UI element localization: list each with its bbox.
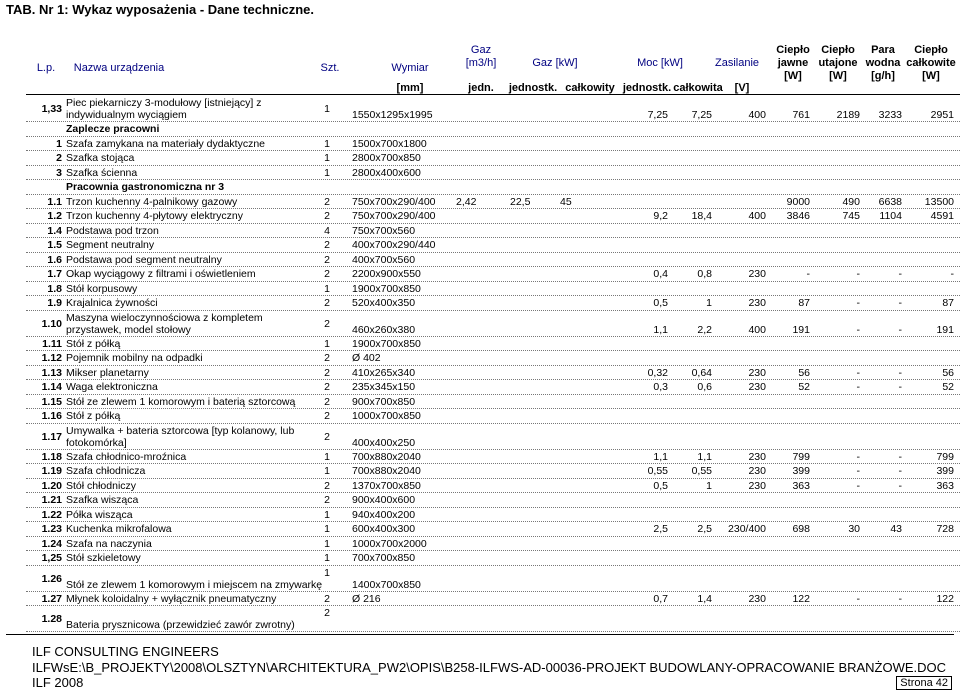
header-gas-m3-unit: [m3/h] — [465, 57, 497, 69]
cell-h1: 363 — [792, 479, 810, 492]
cell-v: 230 — [748, 465, 766, 477]
cell-st: 1104 — [879, 210, 902, 222]
cell-name: Okap wyciągowy z filtrami i oświetleniem — [66, 268, 256, 280]
cell-v: 230 — [748, 479, 766, 492]
cell-dim: 400x400x250 — [352, 436, 416, 449]
cell-ht: 399 — [936, 465, 954, 477]
cell-name: Szafka ścienna — [66, 166, 138, 179]
cell-v: 230/400 — [728, 523, 766, 535]
cell-p1: 9,2 — [653, 210, 668, 222]
cell-name: Maszyna wieloczynnościowa z kompletem — [66, 311, 263, 324]
cell-h2: - — [856, 450, 860, 463]
cell-qty: 1 — [324, 152, 330, 164]
cell-h1: 698 — [792, 523, 810, 535]
table-row — [0, 395, 960, 410]
cell-qty: 1 — [324, 537, 330, 550]
cell-lp: 1.15 — [41, 395, 62, 408]
cell-name: Bateria prysznicowa (przewidzieć zawór zwrotny) — [66, 619, 295, 631]
cell-dim: 1500x700x1800 — [352, 137, 427, 150]
cell-dim: 2800x700x850 — [352, 152, 421, 164]
table-row — [0, 209, 960, 224]
header-heat-latent-unit: [W] — [829, 70, 847, 82]
cell-qty: 2 — [324, 381, 330, 393]
footer-company: ILF CONSULTING ENGINEERS — [32, 644, 219, 659]
table-row — [0, 522, 960, 537]
cell-lp: 1.7 — [47, 268, 62, 280]
header-heat-obvious-unit: [W] — [784, 70, 802, 82]
table-row — [0, 409, 960, 424]
cell-qty: 2 — [324, 239, 330, 251]
cell-p1: 0,4 — [653, 268, 668, 280]
cell-lp: 2 — [56, 152, 62, 164]
cell-dim: 410x265x340 — [352, 366, 416, 379]
footer-divider — [6, 634, 954, 635]
cell-name: Szafa na naczynia — [66, 537, 152, 550]
cell-st: - — [898, 323, 902, 336]
header-gas-kw-sub1: jednostk. — [508, 82, 558, 94]
cell-p2: 1 — [706, 297, 712, 309]
cell-p1: 0,3 — [653, 381, 668, 393]
cell-name: Segment neutralny — [66, 239, 155, 251]
cell-dim: Ø 216 — [352, 592, 381, 605]
cell-h1: - — [806, 268, 810, 280]
cell-ht: 728 — [936, 523, 954, 535]
table-row — [0, 296, 960, 311]
cell-name: Szafka wisząca — [66, 494, 139, 506]
section-row — [0, 180, 960, 195]
cell-qty: 2 — [324, 607, 330, 619]
cell-lp: 1.17 — [41, 430, 62, 443]
header-power-sub1: jednostk. — [622, 82, 672, 94]
cell-name: Pojemnik mobilny na odpadki — [66, 352, 203, 364]
cell-h2: - — [856, 479, 860, 492]
table-row — [0, 424, 960, 450]
row-separator — [26, 631, 960, 632]
cell-qty: 1 — [324, 166, 330, 179]
cell-p1: 0,55 — [647, 465, 668, 477]
header-steam-unit: [g/h] — [871, 70, 895, 82]
table-row — [0, 238, 960, 253]
cell-p1: 7,25 — [647, 109, 668, 121]
cell-v: 230 — [748, 297, 766, 309]
header-power: Moc [kW] — [637, 57, 683, 69]
equipment-table — [0, 38, 960, 631]
cell-st: - — [898, 381, 902, 393]
cell-name: Stół ze zlewem 1 komorowym i miejscem na zmywarkę — [66, 578, 323, 591]
cell-qty: 1 — [324, 450, 330, 463]
cell-name: Trzon kuchenny 4-palnikowy gazowy — [66, 195, 238, 208]
cell-ht: - — [950, 268, 954, 280]
cell-qty: 2 — [324, 268, 330, 280]
header-lp: L.p. — [36, 62, 56, 74]
page-number: Strona 42 — [896, 676, 952, 690]
cell-name: Szafa chłodnico-mroźnica — [66, 450, 187, 463]
cell-p1: 0,7 — [653, 592, 668, 605]
cell-ht: 87 — [942, 297, 954, 309]
cell-g1: 2,42 — [456, 195, 477, 208]
cell-dim: 2200x900x550 — [352, 268, 421, 280]
table-row — [0, 508, 960, 523]
cell-p1: 0,5 — [653, 479, 668, 492]
cell-name: Umywalka + bateria sztorcowa [typ kolanowy, lub — [66, 424, 295, 437]
cell-p1: 2,5 — [653, 523, 668, 535]
cell-dim: 600x400x300 — [352, 523, 416, 535]
cell-qty: 2 — [324, 479, 330, 492]
cell-lp: 1,25 — [41, 552, 62, 564]
table-row — [0, 351, 960, 366]
cell-lp: 1.24 — [41, 537, 62, 550]
table-row — [0, 151, 960, 166]
header-gas-m3-sub: jedn. — [468, 82, 494, 94]
table-row — [0, 537, 960, 552]
header-dim: Wymiar — [391, 62, 429, 74]
cell-lp: 1.28 — [41, 613, 62, 625]
cell-lp: 1.20 — [41, 479, 62, 492]
cell-dim: 460x260x380 — [352, 323, 416, 336]
cell-dim: 1900x700x850 — [352, 337, 421, 350]
table-row — [0, 366, 960, 381]
cell-p2: 2,2 — [697, 323, 712, 336]
header-divider — [26, 94, 960, 95]
cell-v: 230 — [748, 268, 766, 280]
cell-lp: 1.27 — [41, 592, 62, 605]
cell-v: 230 — [748, 366, 766, 379]
cell-ht: 52 — [942, 381, 954, 393]
cell-lp: 1,33 — [41, 103, 62, 115]
table-row — [0, 166, 960, 181]
cell-lp: 1.10 — [41, 317, 62, 330]
cell-qty: 2 — [324, 210, 330, 222]
cell-name: Trzon kuchenny 4-płytowy elektryczny — [66, 210, 244, 222]
cell-h2: - — [856, 268, 860, 280]
cell-name: Szafa zamykana na materiały dydaktyczne — [66, 137, 266, 150]
cell-lp: 1 — [56, 137, 62, 150]
cell-lp: 1.26 — [41, 572, 62, 585]
cell-dim: 750x700x290/400 — [352, 195, 436, 208]
cell-qty: 2 — [324, 366, 330, 379]
cell-qty: 1 — [324, 552, 330, 564]
cell-g3: 45 — [560, 195, 572, 208]
cell-qty: 2 — [324, 430, 330, 443]
cell-p2: 0,6 — [697, 381, 712, 393]
cell-lp: 1.18 — [41, 450, 62, 463]
cell-dim: Ø 402 — [352, 352, 381, 364]
cell-dim: 235x345x150 — [352, 381, 416, 393]
cell-dim: 1370x700x850 — [352, 479, 421, 492]
cell-ht: 363 — [936, 479, 954, 492]
cell-qty: 1 — [324, 137, 330, 150]
cell-p2: 0,55 — [691, 465, 712, 477]
cell-lp: 1.23 — [41, 523, 62, 535]
cell-ht: 4591 — [930, 210, 954, 222]
cell-st: - — [898, 592, 902, 605]
cell-name: Półka wisząca — [66, 508, 133, 521]
table-row — [0, 195, 960, 210]
cell-p1: 0,5 — [653, 297, 668, 309]
header-gas-kw: Gaz [kW] — [532, 57, 578, 69]
cell-dim: 400x700x560 — [352, 253, 416, 266]
table-row — [0, 267, 960, 282]
table-row — [0, 592, 960, 607]
cell-h2: 490 — [842, 195, 860, 208]
cell-dim: 750x700x290/400 — [352, 210, 436, 222]
header-dim-unit: [mm] — [396, 82, 424, 94]
cell-v: 230 — [748, 381, 766, 393]
cell-h2: - — [856, 381, 860, 393]
cell-name: Waga elektroniczna — [66, 381, 158, 393]
table-row — [0, 479, 960, 494]
cell-p2: 1,4 — [697, 592, 712, 605]
header-heat-latent: Ciepło utajone — [818, 44, 858, 69]
cell-ht: 2951 — [930, 109, 954, 121]
cell-lp: 1.5 — [47, 239, 62, 251]
table-row — [0, 551, 960, 566]
cell-qty: 1 — [324, 103, 330, 115]
cell-lp: 1.21 — [41, 494, 62, 506]
header-heat-obvious: Ciepło jawne — [776, 44, 810, 69]
cell-lp: 1.4 — [47, 224, 62, 237]
header-gas-m3: Gaz — [470, 44, 492, 56]
cell-name: Mikser planetarny — [66, 366, 149, 379]
cell-st: - — [898, 479, 902, 492]
cell-h2: - — [856, 323, 860, 336]
cell-dim: 1000x700x850 — [352, 410, 421, 422]
cell-dim: 900x400x600 — [352, 494, 416, 506]
header-supply: Zasilanie — [714, 57, 760, 69]
cell-lp: 1.14 — [41, 381, 62, 393]
cell-h1: 56 — [798, 366, 810, 379]
cell-ht: 122 — [936, 592, 954, 605]
cell-lp: 1.16 — [41, 410, 62, 422]
cell-name: Młynek koloidalny + wyłącznik pneumatyczny — [66, 592, 277, 605]
cell-qty: 1 — [324, 523, 330, 535]
table-row — [0, 311, 960, 337]
cell-h2: 745 — [842, 210, 860, 222]
cell-qty: 2 — [324, 352, 330, 364]
cell-qty: 1 — [324, 508, 330, 521]
table-row — [0, 282, 960, 297]
header-steam: Para wodna — [865, 44, 901, 69]
cell-lp: 1.1 — [47, 195, 62, 208]
table-row — [0, 380, 960, 395]
cell-v: 400 — [748, 109, 766, 121]
cell-qty: 2 — [324, 297, 330, 309]
cell-ht: 191 — [936, 323, 954, 336]
cell-p2: 7,25 — [691, 109, 712, 121]
cell-name: Pracownia gastronomiczna nr 3 — [66, 181, 225, 193]
cell-name-line2: przystawek, model stołowy — [66, 323, 191, 336]
cell-dim: 700x880x2040 — [352, 450, 421, 463]
table-row — [0, 253, 960, 268]
header-qty: Szt. — [320, 62, 340, 74]
cell-qty: 2 — [324, 494, 330, 506]
cell-name: Szafka stojąca — [66, 152, 135, 164]
cell-h2: 30 — [848, 523, 860, 535]
cell-name: Stół z półką — [66, 337, 121, 350]
cell-p1: 1,1 — [653, 450, 668, 463]
cell-st: - — [898, 465, 902, 477]
table-row — [0, 450, 960, 465]
cell-name: Szafa chłodnicza — [66, 465, 146, 477]
cell-name: Piec piekarniczy 3-modułowy [istniejący] z — [66, 97, 262, 109]
table-row — [0, 606, 960, 632]
cell-qty: 2 — [324, 195, 330, 208]
cell-st: - — [898, 297, 902, 309]
cell-qty: 4 — [324, 224, 330, 237]
cell-dim: 1900x700x850 — [352, 282, 421, 295]
cell-lp: 1.11 — [42, 337, 62, 350]
header-name: Nazwa urządzenia — [73, 62, 165, 74]
cell-qty: 2 — [324, 592, 330, 605]
cell-h1: 122 — [792, 592, 810, 605]
cell-qty: 1 — [324, 337, 330, 350]
table-row — [0, 493, 960, 508]
cell-name: Podstawa pod segment neutralny — [66, 253, 222, 266]
cell-p1: 1,1 — [653, 323, 668, 336]
cell-qty: 2 — [324, 253, 330, 266]
cell-name: Kuchenka mikrofalowa — [66, 523, 172, 535]
page-title: TAB. Nr 1: Wykaz wyposażenia - Dane techniczne. — [6, 2, 314, 17]
cell-ht: 13500 — [924, 195, 954, 208]
cell-name-line2: fotokomórka] — [66, 436, 127, 449]
cell-qty: 1 — [324, 282, 330, 295]
cell-h2: - — [856, 297, 860, 309]
cell-dim: 1000x700x2000 — [352, 537, 427, 550]
cell-h1: 761 — [792, 109, 810, 121]
cell-v: 230 — [748, 450, 766, 463]
cell-v: 400 — [748, 323, 766, 336]
cell-name: Stół szkieletowy — [66, 552, 141, 564]
cell-lp: 3 — [56, 166, 62, 179]
cell-lp: 1.9 — [47, 297, 62, 309]
header-heat-total: Ciepło całkowite — [906, 44, 956, 69]
table-row — [0, 224, 960, 239]
cell-h1: 3846 — [786, 210, 810, 222]
cell-lp: 1.13 — [41, 366, 62, 379]
cell-p2: 1,1 — [697, 450, 712, 463]
header-supply-unit: [V] — [734, 82, 750, 94]
cell-v: 400 — [748, 210, 766, 222]
cell-st: - — [898, 268, 902, 280]
cell-st: 43 — [890, 523, 902, 535]
cell-qty: 2 — [324, 395, 330, 408]
cell-qty: 1 — [324, 566, 330, 579]
cell-h1: 799 — [792, 450, 810, 463]
cell-dim: 520x400x350 — [352, 297, 416, 309]
cell-name: Krajalnica żywności — [66, 297, 158, 309]
cell-dim: 700x880x2040 — [352, 465, 421, 477]
cell-h2: 2189 — [836, 109, 860, 121]
footer-path: ILFWsE:\B_PROJEKTY\2008\OLSZTYN\ARCHITEKTURA_PW2\OPIS\B258-ILFWS-AD-00036-PROJEKT BUDOWLANY-OPRACOWANIE BRANŻOWE.DOC ILF 2008 — [32, 660, 947, 690]
cell-dim: 900x700x850 — [352, 395, 416, 408]
cell-lp: 1.12 — [41, 352, 62, 364]
cell-dim: 750x700x560 — [352, 224, 416, 237]
cell-h2: - — [856, 592, 860, 605]
cell-p2: 2,5 — [697, 523, 712, 535]
cell-name: Podstawa pod trzon — [66, 224, 159, 237]
cell-p2: 0,64 — [691, 366, 712, 379]
header-heat-total-unit: [W] — [922, 70, 940, 82]
cell-lp: 1.6 — [47, 253, 62, 266]
cell-p2: 1 — [706, 479, 712, 492]
table-row — [0, 337, 960, 352]
cell-ht: 56 — [942, 366, 954, 379]
cell-lp: 1.2 — [47, 210, 62, 222]
cell-qty: 1 — [324, 465, 330, 477]
cell-ht: 799 — [936, 450, 954, 463]
cell-dim: 1400x700x850 — [352, 578, 421, 591]
cell-dim: 400x700x290/440 — [352, 239, 436, 251]
cell-name: Stół korpusowy — [66, 282, 138, 295]
cell-st: - — [898, 366, 902, 379]
cell-lp: 1.19 — [41, 465, 62, 477]
cell-dim: 940x400x200 — [352, 508, 416, 521]
cell-name: Stół ze zlewem 1 komorowym i baterią sztorcową — [66, 395, 296, 408]
cell-h1: 9000 — [786, 195, 810, 208]
cell-st: 3233 — [878, 109, 902, 121]
cell-lp: 1.8 — [47, 282, 62, 295]
cell-h2: - — [856, 366, 860, 379]
cell-name: Stół chłodniczy — [66, 479, 137, 492]
cell-st: 6638 — [878, 195, 902, 208]
table-header — [0, 38, 960, 94]
cell-h1: 191 — [792, 323, 810, 336]
table-row — [0, 566, 960, 592]
cell-h1: 399 — [792, 465, 810, 477]
cell-p2: 0,8 — [697, 268, 712, 280]
table-row — [0, 96, 960, 122]
cell-qty: 2 — [324, 410, 330, 422]
cell-dim: 1550x1295x1995 — [352, 109, 433, 121]
cell-h1: 87 — [798, 297, 810, 309]
cell-p1: 0,32 — [647, 366, 668, 379]
header-gas-kw-sub2: całkowity — [565, 82, 615, 94]
table-row — [0, 137, 960, 152]
cell-h1: 52 — [798, 381, 810, 393]
header-power-sub2: całkowita — [673, 82, 723, 94]
cell-dim: 2800x400x600 — [352, 166, 421, 179]
cell-name-line2: indywidualnym wyciągiem — [66, 109, 187, 121]
section-row — [0, 122, 960, 137]
cell-g2: 22,5 — [510, 195, 531, 208]
cell-h2: - — [856, 465, 860, 477]
cell-v: 230 — [748, 592, 766, 605]
cell-qty: 2 — [324, 317, 330, 330]
cell-name: Zaplecze pracowni — [66, 123, 160, 135]
cell-st: - — [898, 450, 902, 463]
cell-dim: 700x700x850 — [352, 552, 416, 564]
table-row — [0, 464, 960, 479]
cell-p2: 18,4 — [691, 210, 712, 222]
cell-lp: 1.22 — [41, 508, 62, 521]
cell-name: Stół z półką — [66, 410, 121, 422]
